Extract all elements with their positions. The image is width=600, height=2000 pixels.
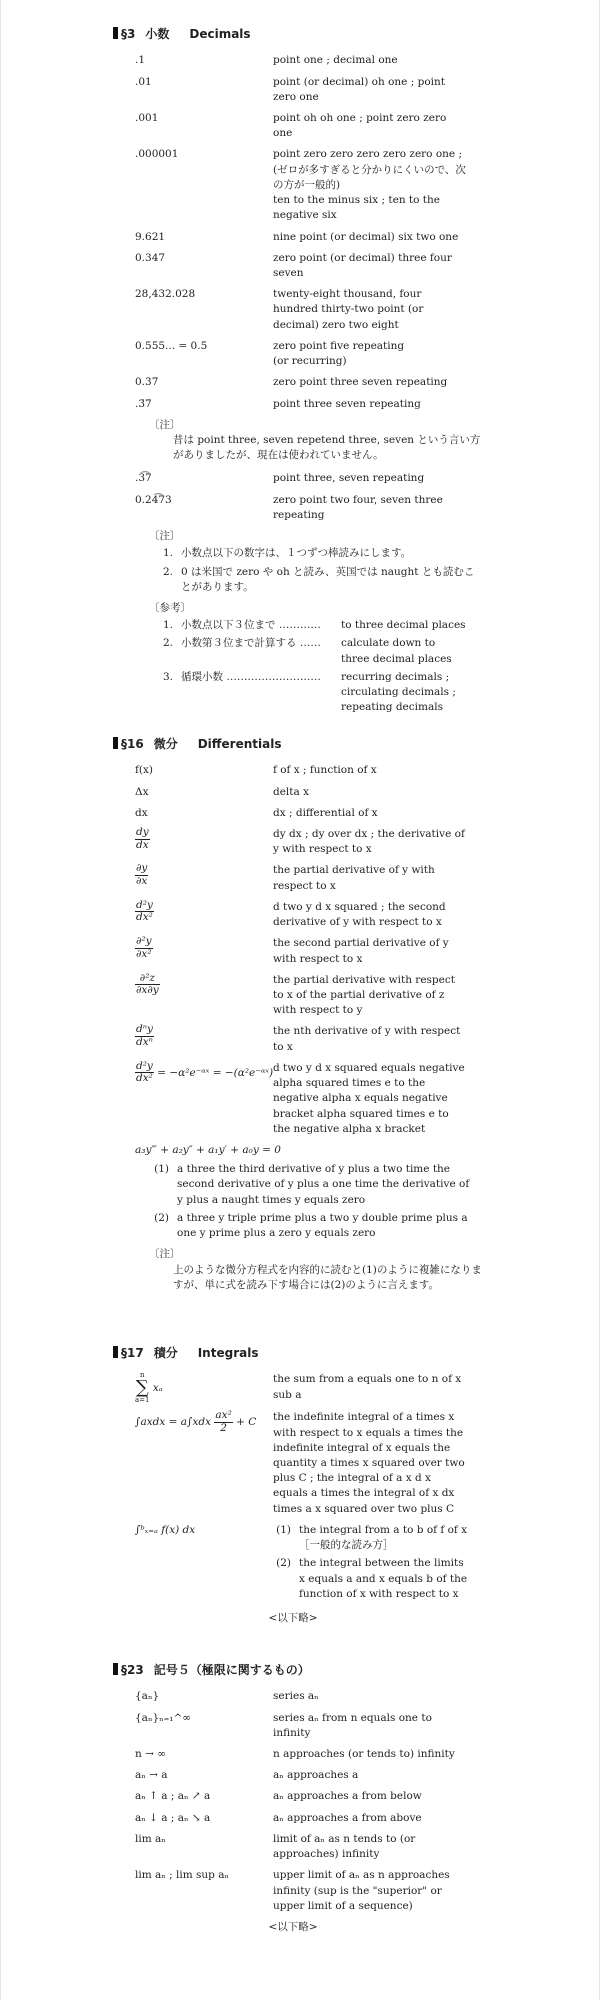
list-item: 3. 循環小数 ……………………… recurring decimals ; circulating decimals ; repeating decimals: [162, 670, 456, 714]
list-item: 2. 小数第３位まで計算する …… calculate down to three decimal places: [162, 637, 452, 665]
square-bullet-icon: [113, 737, 118, 749]
list-item: n ∑ a=1 xₐ the sum from a equals one to n of x sub a: [135, 1371, 462, 1405]
list-item: [113, 471, 513, 486]
list-item: [113, 1061, 513, 1137]
reading: aₙ approaches a from below: [273, 1790, 422, 1803]
reading: limit of aₙ as n tends to (or approaches) infinity: [273, 1832, 416, 1861]
list-item: [113, 493, 513, 523]
list-item: [113, 75, 513, 105]
reading: nine point (or decimal) six two one: [273, 230, 459, 243]
list-item: [113, 53, 513, 68]
section-limit-symbols: [113, 1662, 513, 1935]
reading: delta x: [273, 785, 310, 798]
list-item: [113, 936, 513, 966]
reading: zero point three seven repeating: [273, 376, 448, 389]
term: 0.24͡73: [135, 493, 172, 506]
list-item: [113, 1789, 513, 1804]
list-item: 1. 小数点以下３位まで ………… to three decimal places: [162, 619, 466, 632]
reading: point three seven repeating: [273, 397, 421, 410]
list-item: [113, 1832, 513, 1862]
list-item: [113, 973, 513, 1019]
list-item: [113, 251, 513, 281]
reading: f of x ; function of x: [273, 764, 377, 777]
list-item: [113, 1024, 513, 1054]
section-title: §17 積分 Integrals: [113, 1345, 513, 1362]
term: .01: [135, 75, 152, 88]
term: $\frac{\text{∂²z}}{\partial x\partial y}$: [136, 971, 159, 997]
reading: zero point five repeating (or recurring): [273, 339, 405, 368]
list-item: [113, 1747, 513, 1762]
term: .3͡7: [135, 472, 152, 485]
list-item: (2) the integral between the limits x equals a and x equals b of the function of x with respect to x: [276, 1557, 468, 1600]
reading: d two y d x squared ; the second derivative of y with respect to x: [273, 900, 446, 929]
term: .001: [135, 112, 159, 125]
term: $\frac{\text{∂²y}}{\text{∂x²}}$: [136, 935, 152, 960]
reading: point one ; decimal one: [273, 54, 398, 67]
term: lim aₙ: [135, 1832, 166, 1845]
note: 〔注〕 1. 小数点以下の数字は、１つずつ棒読みにします。 2. 0 は米国で zero や oh と読み、英国では naught とも読むことがあります。 〔参考〕 1. 小数点以下３位まで ………… to three decimal places 2. 小数第３位まで計算する …… calculate down to three decimal places 3. 循環小数 ……………………… recurring decimals ; circulating decimals ; repeating decimals: [135, 529, 513, 715]
term-list: [113, 1372, 513, 1605]
list-item: [113, 1768, 513, 1783]
term-list: [113, 53, 513, 411]
term: Δx: [135, 785, 149, 798]
term: dx: [135, 806, 148, 819]
term: .3̄7̄: [135, 397, 152, 410]
list-item: [113, 863, 513, 893]
term: aₙ ↓ a ; aₙ ↘ a: [135, 1811, 211, 1824]
reading: point zero zero zero zero zero one ; (ゼロが多すぎると分かりにくいので、次の方が一般的) ten to the minus six ; ten to the negative six: [273, 148, 466, 222]
term: aₙ ↑ a ; aₙ ↗ a: [135, 1790, 211, 1803]
reading: series aₙ: [273, 1690, 319, 1703]
list-item: (1) a three the third derivative of y plus a two time the second derivative of y plus a one time the derivative of y plus a naught times y equals zero: [154, 1163, 470, 1206]
term: $\frac{\text{dⁿy}}{\text{dxⁿ}}$: [136, 1023, 153, 1048]
list-item: [113, 900, 513, 930]
list-item: [113, 806, 513, 821]
section-decimals: [113, 26, 513, 723]
reading: aₙ approaches a: [273, 1769, 359, 1782]
reading: aₙ approaches a from above: [273, 1811, 422, 1824]
term: {aₙ}ₙ₌₁^∞: [135, 1711, 192, 1724]
term: $\frac{\partial y}{\partial x}$: [136, 862, 148, 888]
section-title: §23 記号５（極限に関するもの）: [113, 1662, 513, 1679]
reading: twenty-eight thousand, four hundred thirty-two point (or decimal) zero two eight: [273, 288, 424, 331]
list-item: [113, 339, 513, 369]
term: aₙ → a: [135, 1769, 168, 1782]
square-bullet-icon: [113, 1663, 118, 1675]
note: 〔注〕 昔は point three, seven repetend three, seven という言い方がありましたが、現在は使われていません。: [149, 418, 481, 462]
list-item: (1) the integral from a to b of f of x［一般的な読み方］: [276, 1523, 468, 1552]
reading: the second partial derivative of y with respect to x: [273, 937, 449, 965]
list-item: ∫axdx = a∫xdx $\frac{\text{ax²}}{2}$ + C the indefinite integral of a times x with respect to x equals a times the indefinite integral of x equals the quantity a times x squared over two plus C ; the integral of a x d x equals a times the integral of x dx times a x squared over two plus C: [135, 1409, 465, 1515]
equation: a₃y‴ + a₂y″ + a₁y′ + a₀y = 0: [135, 1143, 281, 1156]
note: 〔注〕 上のような微分方程式を内容的に読むと(1)のように複雑になりますが、単に式を読み下す場合には(2)のように言えます。: [149, 1248, 482, 1291]
term: $\frac{\text{d²y}}{\text{dx²}}$ = −α²e⁻ᵅˣ = −(α²e⁻ᵅˣ): [136, 1059, 274, 1085]
list-item: [113, 827, 513, 857]
term: .1: [135, 54, 146, 67]
term: 0.347: [135, 251, 166, 264]
term: .000001: [135, 148, 179, 161]
section-differentials: [113, 736, 513, 1301]
list-item: [113, 375, 513, 390]
reading: point three, seven repeating: [273, 472, 425, 485]
reading: the partial derivative with respect to x of the partial derivative of z with respect to y: [273, 973, 455, 1017]
reading: upper limit of aₙ as n approaches infinity (sup is the "superior" or upper limit of a sequence): [273, 1869, 450, 1912]
reading: the nth derivative of y with respect to x: [273, 1025, 461, 1053]
term-list: [113, 1689, 513, 1914]
list-item: 2. 0 は米国で zero や oh と読み、英国では naught とも読むことがあります。: [162, 565, 475, 593]
list-item: [113, 1811, 513, 1826]
term: 0.3̇7̇: [135, 376, 159, 389]
list-item: (2) a three y triple prime plus a two y double prime plus a one y prime plus a zero y equals zero: [154, 1211, 468, 1240]
sum-expression: n ∑ a=1: [135, 1371, 150, 1405]
term: n → ∞: [135, 1748, 166, 1761]
reading: series aₙ from n equals one to infinity: [273, 1711, 432, 1739]
reading: zero point (or decimal) three four seven: [273, 251, 452, 280]
reading: the partial derivative of y with respect to x: [273, 864, 435, 892]
reading: d two y d x squared equals negative alpha squared times e to the negative alpha x equals negative bracket alpha squared times e to the negative alpha x bracket: [273, 1061, 465, 1135]
reading: point oh oh one ; point zero zero one: [273, 112, 447, 140]
section-integrals: [113, 1345, 513, 1626]
list-item: [113, 785, 513, 800]
reading: dy dx ; dy over dx ; the derivative of y with respect to x: [273, 828, 465, 856]
section-title: §16 微分 Differentials: [113, 736, 513, 753]
term: 28,432.028: [135, 288, 196, 301]
reading: point (or decimal) oh one ; point zero one: [273, 75, 445, 103]
reading: n approaches (or tends to) infinity: [273, 1748, 455, 1761]
term: {aₙ}: [135, 1690, 160, 1703]
list-item: 1. 小数点以下の数字は、１つずつ棒読みにします。: [162, 547, 412, 560]
list-item: [113, 111, 513, 141]
term: 9.621: [135, 230, 166, 243]
omitted-marker: <以下略>: [268, 1612, 318, 1625]
list-item: [113, 1868, 513, 1914]
reading: dx ; differential of x: [273, 806, 378, 819]
omitted-marker: <以下略>: [268, 1921, 318, 1934]
term: lim aₙ ; lim sup aₙ: [135, 1869, 230, 1882]
term-list: [113, 763, 513, 1137]
list-item: ∫ᵇₓ₌ₐ f(x) dx (1) the integral from a to b of f of x［一般的な読み方］ (2) the integral between the limits x equals a and x equals b of the function of x with respect to x: [113, 1523, 513, 1605]
square-bullet-icon: [113, 27, 118, 39]
list-item: [113, 1689, 513, 1704]
square-bullet-icon: [113, 1346, 118, 1358]
list-item: [113, 230, 513, 245]
term-list: [113, 471, 513, 523]
list-item: [113, 147, 513, 223]
list-item: [113, 287, 513, 333]
term: $\frac{dy}{dx}$: [136, 826, 149, 851]
section-title: §3 小数 Decimals: [113, 26, 513, 43]
list-item: [113, 397, 513, 412]
term: 0.555... = 0.5̇: [135, 339, 208, 352]
reading: zero point two four, seven three repeating: [273, 493, 443, 521]
list-item: [113, 763, 513, 778]
term: $\frac{\text{d²y}}{\text{dx²}}$: [136, 898, 153, 924]
term: f(x): [135, 764, 154, 777]
list-item: [113, 1711, 513, 1741]
